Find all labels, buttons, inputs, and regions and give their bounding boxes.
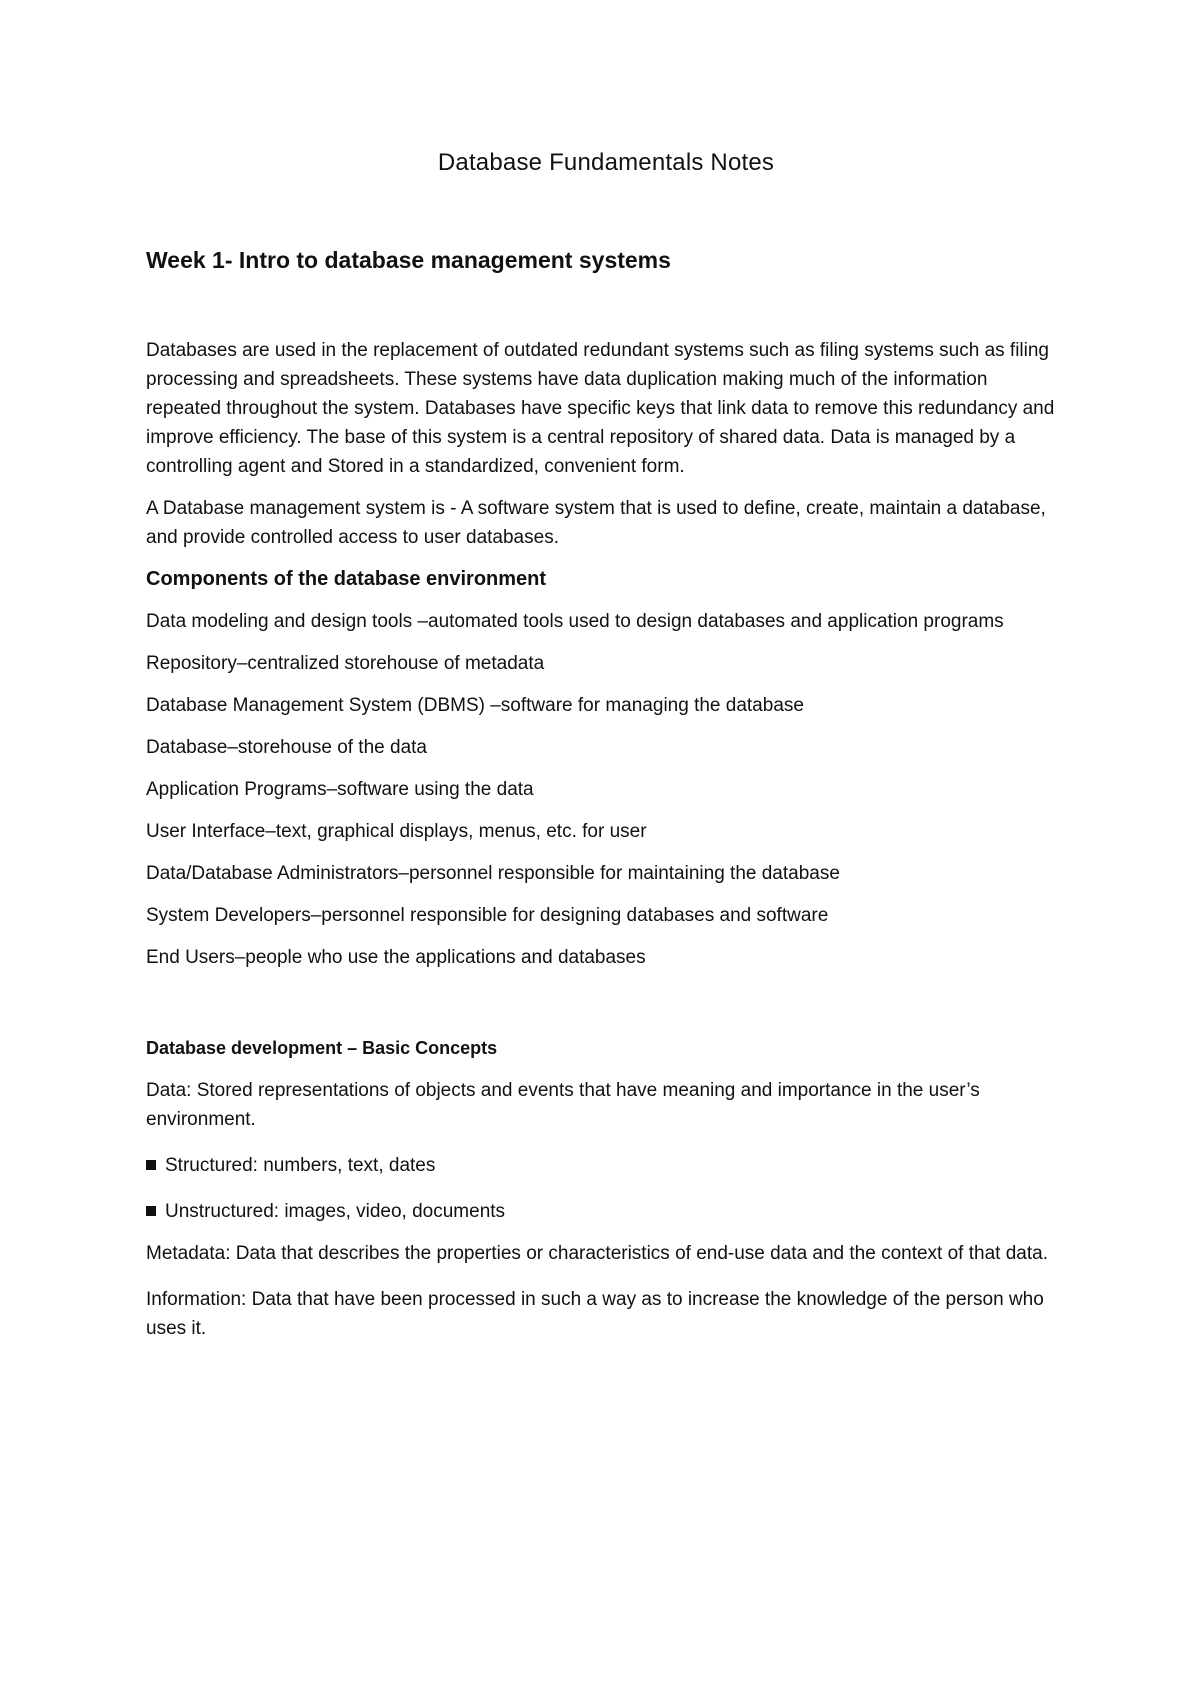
- document-title: Database Fundamentals Notes: [437, 149, 775, 176]
- component-item: Database–storehouse of the data: [146, 737, 427, 758]
- metadata-definition: Metadata: Data that describes the properties or characteristics of end-use data and the context of that data.: [146, 1243, 1048, 1264]
- bullet-text: Unstructured: images, video, documents: [165, 1201, 506, 1222]
- component-item: End Users–people who use the applications and databases: [146, 947, 646, 968]
- component-item: Repository–centralized storehouse of metadata: [146, 653, 545, 674]
- information-definition: Information: Data that have been processed in such a way as to increase the knowledge of the person who uses it.: [146, 1289, 1044, 1339]
- bullet-item: [146, 1151, 1066, 1180]
- components-heading: Components of the database environment: [146, 568, 547, 590]
- bullet-item: [146, 1197, 1066, 1226]
- component-item: Database Management System (DBMS) –software for managing the database: [146, 695, 804, 716]
- component-item: Application Programs–software using the data: [146, 779, 534, 800]
- data-definition: Data: Stored representations of objects and events that have meaning and importance in the user’s environment.: [146, 1080, 980, 1130]
- component-item: Data/Database Administrators–personnel responsible for maintaining the database: [146, 863, 840, 884]
- intro-paragraph: Databases are used in the replacement of outdated redundant systems such as filing systems such as filing processing and spreadsheets. These systems have data duplication making much of the information repeated throughout the system. Databases have specific keys that link data to remove this redundancy and improve efficiency. The base of this system is a central repository of shared data. Data is managed by a controlling agent and Stored in a standardized, convenient form.: [146, 340, 1055, 477]
- document-body: [146, 140, 1066, 1343]
- week-heading: Week 1- Intro to database management systems: [146, 247, 671, 273]
- square-bullet-icon: [146, 1206, 156, 1216]
- dbms-definition: A Database management system is - A software system that is used to define, create, maintain a database, and provide controlled access to user databases.: [146, 498, 1046, 548]
- square-bullet-icon: [146, 1160, 156, 1170]
- bullet-text: Structured: numbers, text, dates: [165, 1155, 436, 1176]
- dev-heading: Database development – Basic Concepts: [146, 1038, 498, 1058]
- component-item: Data modeling and design tools –automated tools used to design databases and application programs: [146, 611, 1004, 632]
- component-item: System Developers–personnel responsible for designing databases and software: [146, 905, 829, 926]
- components-list: [146, 607, 1066, 972]
- component-item: User Interface–text, graphical displays, menus, etc. for user: [146, 821, 647, 842]
